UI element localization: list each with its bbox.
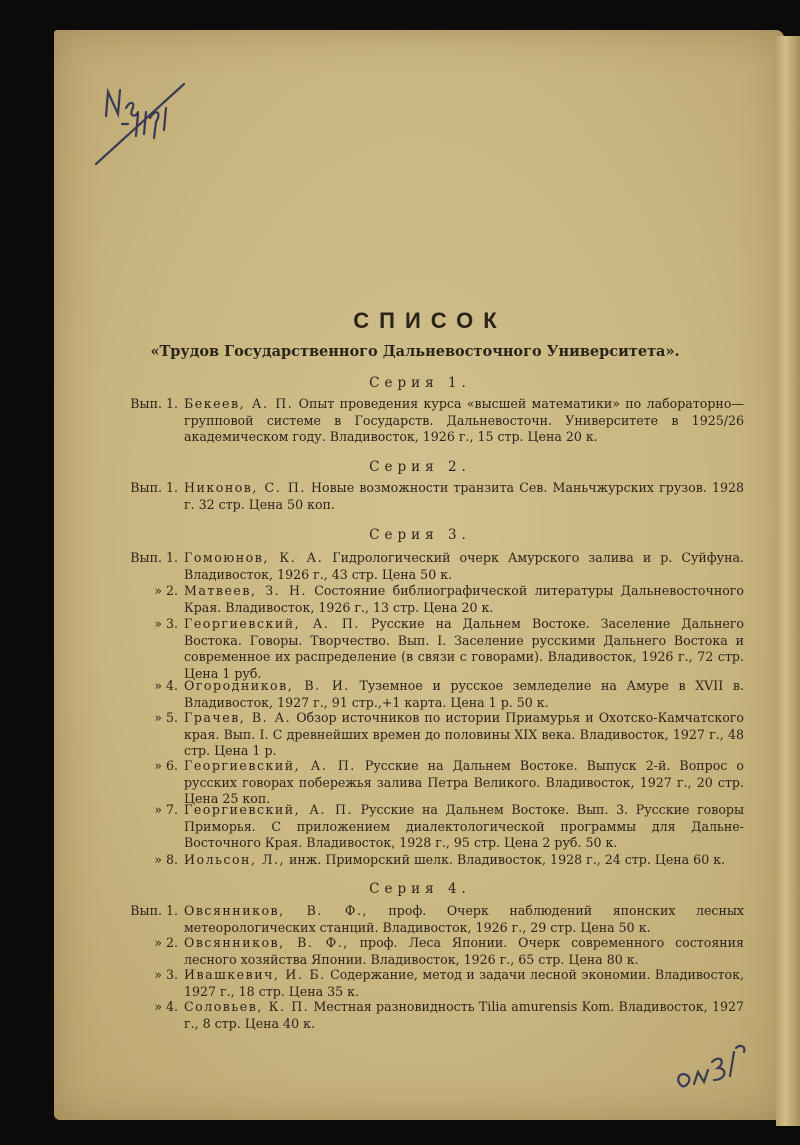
issue-label: Вып. 1. <box>130 903 178 918</box>
list-item <box>124 550 744 583</box>
list-item <box>124 802 744 852</box>
list-item <box>124 758 744 808</box>
entry-author: Георгиевский, А. П. <box>184 616 360 631</box>
entry-author: Георгиевский, А. П. <box>184 802 353 817</box>
list-item <box>124 583 744 616</box>
list-item <box>124 396 744 446</box>
entry-author: Георгиевский, А. П. <box>184 758 356 773</box>
series-heading: Серия 3. <box>369 527 471 543</box>
entry-author: Иольсон, Л., <box>184 852 285 867</box>
entry-author: Никонов, С. П. <box>184 480 306 495</box>
entry-text: Состояние библиографической литературы Дальневосточного Края. Владивосток, 1926 г., 13 стр. Цена 20 к. <box>184 583 744 615</box>
list-item <box>124 480 744 513</box>
issue-label: Вып. 1. <box>130 396 178 411</box>
issue-label: » 6. <box>154 758 178 773</box>
series-heading: Серия 2. <box>369 459 471 475</box>
entry-author: Овсянников, В. Ф., <box>184 935 349 950</box>
issue-label: » 4. <box>154 678 178 693</box>
issue-label: » 5. <box>154 710 178 725</box>
entry-author: Гомоюнов, К. А. <box>184 550 324 565</box>
entry-text: Новые возможности транзита Сев. Маньчжурских грузов. 1928 г. 32 стр. Цена 50 коп. <box>184 480 744 512</box>
entry-text: Местная разновидность Tilia amurensis Kom. Владивосток, 1927 г., 8 стр. Цена 40 к. <box>184 999 744 1031</box>
issue-label: Вып. 1. <box>130 480 178 495</box>
entry-text: Опыт проведения курса «высшей математики» по лабораторно—групповой системе в Государств. Дальневосточн. Университете в 1925/26 академическом году. Владивосток, 1926 г., 15 стр. Цена 20 к. <box>184 396 744 444</box>
issue-label: » 8. <box>154 852 178 867</box>
issue-label: » 2. <box>154 935 178 950</box>
issue-label: » 3. <box>154 616 178 631</box>
list-item <box>124 678 744 711</box>
entry-text: Гидрологический очерк Амурского залива и р. Суйфуна. Владивосток, 1926 г., 43 стр. Цена 50 к. <box>184 550 744 582</box>
issue-label: » 7. <box>154 802 178 817</box>
entry-text: инж. Приморский шелк. Владивосток, 1928 г., 24 стр. Цена 60 к. <box>284 852 726 867</box>
entry-author: Овсянников, В. Ф., <box>184 903 368 918</box>
issue-label: » 4. <box>154 999 178 1014</box>
entry-text: Русские на Дальнем Востоке. Выпуск 2-й. Вопрос о русских говорах побережья залива Петра Великого. Владивосток, 1927 г., 20 стр. Цена 25 коп. <box>184 758 744 806</box>
list-item <box>124 616 744 682</box>
issue-label: » 3. <box>154 967 178 982</box>
entry-text: проф. Очерк наблюдений японских лесных метеорологических станций. Владивосток, 1926 г., 29 стр. Цена 50 к. <box>184 903 744 935</box>
issue-label: Вып. 1. <box>130 550 178 565</box>
entry-author: Грачев, В. А. <box>184 710 292 725</box>
entry-text: Русские на Дальнем Востоке. Заселение Дальнего Востока. Говоры. Творчество. Вып. I. Заселение русскими Дальнего Востока и современное их распределение (в связи с говорами). Владивосток, 1926 г., 72 стр. Цена 1 руб. <box>184 616 745 681</box>
list-item <box>124 935 744 968</box>
entry-text: Содержание, метод и задачи лесной экономии. Владивосток, 1927 г., 18 стр. Цена 35 к. <box>184 967 744 999</box>
entry-text: проф. Леса Японии. Очерк современного состояния лесного хозяйства Японии. Владивосток, 1926 г., 65 стр. Цена 80 к. <box>184 935 745 967</box>
list-item <box>124 903 744 936</box>
list-item <box>124 967 744 1000</box>
page-subtitle: «Трудов Государственного Дальневосточного Университета». <box>150 343 680 360</box>
series-heading: Серия 4. <box>369 881 471 897</box>
series-heading: Серия 1. <box>369 375 471 391</box>
entry-text: Туземное и русское земледелие на Амуре в XVII в. Владивосток, 1927 г., 91 стр.,+1 карта. Цена 1 р. 50 к. <box>184 678 744 710</box>
entry-text: Русские на Дальнем Востоке. Вып. 3. Русские говоры Приморья. С приложением диалектологической программы для Дальне-Восточного Края. Владивосток, 1928 г., 95 стр. Цена 2 руб. 50 к. <box>184 802 745 850</box>
list-item <box>124 710 744 760</box>
list-item <box>124 852 744 869</box>
entry-text: Обзор источников по истории Приамурья и Охотско-Камчатского края. Вып. I. С древнейших времен до половины XIX века. Владивосток, 1927 г., 48 стр. Цена 1 р. <box>184 710 744 758</box>
page-title: СПИСОК <box>353 308 507 333</box>
entry-author: Бекеев, А. П. <box>184 396 294 411</box>
list-item <box>124 999 744 1032</box>
entry-author: Ивашкевич, И. Б. <box>184 967 326 982</box>
entry-author: Огородников, В. И. <box>184 678 350 693</box>
issue-label: » 2. <box>154 583 178 598</box>
entry-author: Соловьев, К. П. <box>184 999 310 1014</box>
entry-author: Матвеев, З. Н. <box>184 583 307 598</box>
